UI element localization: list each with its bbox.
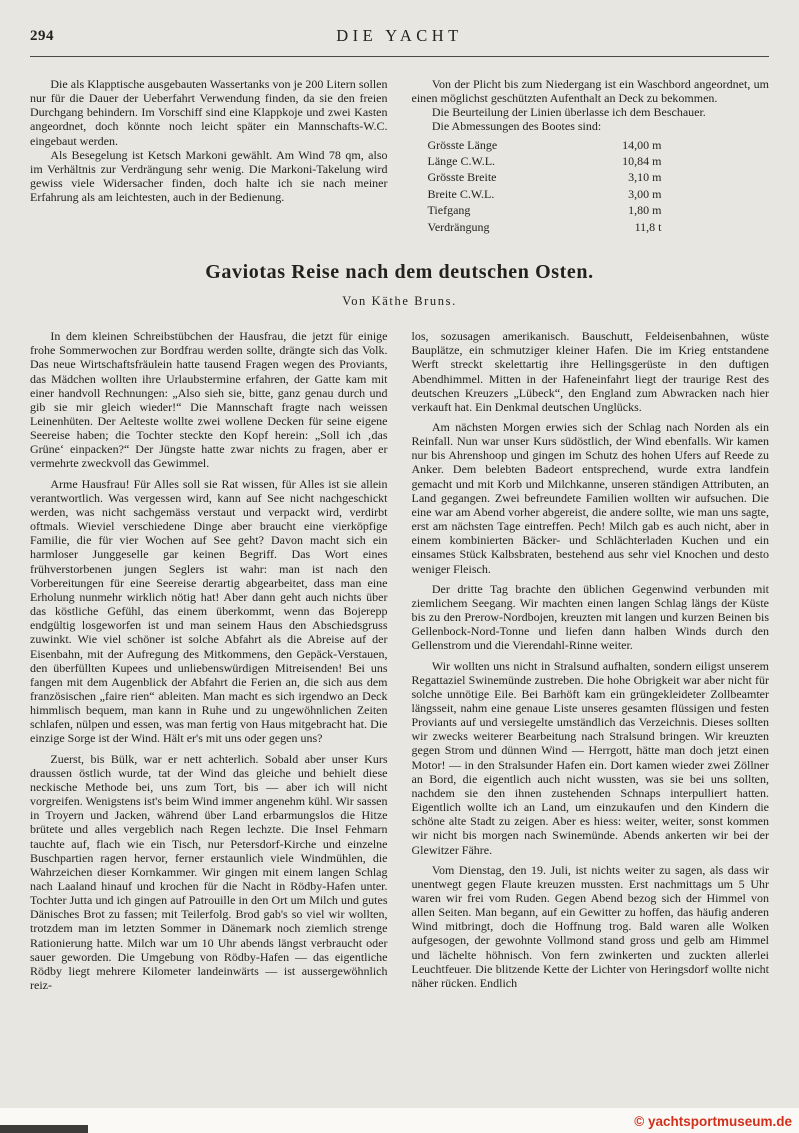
- paragraph: Die Beurteilung der Linien überlasse ich dem Beschauer.: [431, 105, 706, 120]
- paragraph: Zuerst, bis Bülk, war er nett achterlich. Sobald aber unser Kurs draussen östlich wurde, tat der Wind das gleiche und behielt diese neckische Methode bei, uns zum Tort, bis — aber ich will nicht vorgreifen. Wenigstens ist's beim Wind immer angenehm kühl. Wir sassen in Troyern und Jacken, während über Land erbarmungslos die Hitze brütete und alles vergeblich nach Regen lechzte. Die Insel Fehmarn tauchte auf, flach wie ein Tisch, nur Petersdorf-Kirche und einzelne Buschpartien ragen hervor, ferner erstaunlich viele Windmühlen, die Wahrzeichen dieser Kornkammer. Wir gingen mit einem langen Schlag nach Laaland hinauf und krochen für die Nacht in Rödby-Hafen unter. Tochter Jutta und ich gingen auf Patrouille in den Ort um Milch und gutes Dänisches Brot zu fassen; mit Teilerfolg. Brod gab's so viel wir wollten, trotzdem man im letzten Sommer in Dänemark noch ziemlich strenge Rationierung hatte. Milch war um 10 Uhr abends längst verbraucht oder sauer geworden. Die Umgebung von Rödby-Hafen — das eigentliche Rödby liegt mehrere Kilometer landeinwärts — ist aussergewöhnlich reiz-: [30, 751, 388, 993]
- dimension-value: 10,84 m: [622, 154, 662, 169]
- article-title: Gaviotas Reise nach dem deutschen Osten.: [205, 261, 594, 284]
- paragraph: Vom Dienstag, den 19. Juli, ist nichts weiter zu sagen, als dass wir unentwegt gegen Flaute kreuzen mussten. Erst nachmittags um 5 Uhr waren wir frei vom Ruden. Gegen Abend bezog sich der Himmel von allen Seiten. Man begann, auf ein Gewitter zu hoffen, das häufig anderen Wind mitbringt, doch die Hoffnung trog. Bald waren alle Wolken aufgesogen, der gewohnte Vollmond stand gross und gelb am Himmel und lächelte höhnisch. Von fern zwinkerten und zuckten allerlei Leuchtfeuer. Die blitzende Kette der Lichter von Heringsdorf wollte nicht näher rücken. Endlich: [411, 862, 769, 990]
- table-row: [428, 169, 662, 185]
- table-row: [428, 186, 662, 202]
- paragraph: Von der Plicht bis zum Niedergang ist ein Waschbord angeordnet, um einen möglichst geschützten Aufenthalt an Deck zu bekommen.: [411, 77, 769, 106]
- dimension-value: 3,10 m: [628, 170, 662, 185]
- article-header: [30, 261, 769, 309]
- dimension-label: Tiefgang: [427, 203, 471, 218]
- intro-left-column: [30, 77, 388, 235]
- table-row: [428, 153, 662, 169]
- dimension-value: 11,8 t: [634, 219, 662, 234]
- table-row: [428, 219, 662, 235]
- paragraph: los, sozusagen amerikanisch. Bauschutt, Feldeisenbahnen, wüste Bauplätze, ein schmutziger kleiner Hafen. Die im Krieg entstandene Werft streckt skelettartig ihre Hellingsgerüste in den duftigen Abendhimmel. Mitten in der Hafeneinfahrt liegt der traurige Rest des deutschen Kreuzers „Lübeck“, den England zum Abwracken nach hier verkauft hat. Ein Denkmal deutschen Unglücks.: [411, 329, 769, 414]
- dimension-value: 14,00 m: [622, 137, 662, 152]
- article-right-column: [412, 329, 770, 992]
- dimension-value: 1,80 m: [628, 203, 662, 218]
- dimension-label: Verdrängung: [427, 219, 490, 234]
- header-rule: [30, 56, 769, 57]
- page-number: 294: [30, 28, 54, 44]
- article-left-column: [30, 329, 388, 992]
- dimensions-heading: Die Abmessungen des Bootes sind:: [431, 119, 602, 134]
- journal-title: DIE YACHT: [336, 26, 463, 45]
- dimensions-table: [428, 137, 662, 235]
- dimension-value: 3,00 m: [628, 186, 662, 201]
- intro-section: [30, 77, 769, 235]
- article-byline: Von Käthe Bruns.: [342, 294, 457, 309]
- article-body: [30, 329, 769, 992]
- paragraph: In dem kleinen Schreibstübchen der Hausfrau, die jetzt für einige frohe Sommerwochen zur Bordfrau werden sollte, drängte sich das Volk. Das neue Wirtschaftsfräulein hatte tausend Fragen wegen des Proviants, das Mädchen wollten ihre Urlaubstermine erfahren, der Gatte kam mit einer handvoll Rechnungen: „Also sieh sie, bitte, ganz genau durch und gib sie mir gleich wieder!“ Die Mannschaft fragte nach weissen Leinenhüten. Der Aelteste wollte zwei wollene Decken für seine eigene Seereise haben; die Tochter steckte den Kopf herein: „Soll ich ‚das Grüne‘ einpacken?“ Der Jüngste hatte zwar nichts zu fragen, aber er vermehrte zweckvoll das Gewimmel.: [30, 329, 388, 471]
- paragraph: Die als Klapptische ausgebauten Wassertanks von je 200 Litern sollen nur für die Dauer der Ueberfahrt Verwendung finden, da sie den freien Durchgang behindern. Im Vorschiff sind eine Klappkoje und zwei Kasten angeordnet, doch könnte noch leicht später ein Mannschafts-W.C. eingebaut werden.: [30, 77, 388, 148]
- intro-right-column: [412, 77, 770, 235]
- dimension-label: Grösste Länge: [427, 137, 498, 152]
- paragraph: Wir wollten uns nicht in Stralsund aufhalten, sondern eiligst unserem Regattaziel Swinemünde zustreben. Die hohe Obrigkeit war aber nicht für solche unnötige Eile. Bei Barhöft kam ein grüngekleideter Zollbeamter längsseit, nahm eine genaue Liste unseres gesamten flüssigen und festen Proviants auf und versiegelte umständlich das Verzeichnis. Dieses sollten wir zwecks weiterer Bearbeitung nach Stralsund bringen. Wir kreuzten gegen Strom und dünnen Wind — Herrgott, hätte man doch jetzt einen Motor! — in den Stralsunder Hafen ein. Dort kamen wieder zwei Zöllner an Bord, die eigentlich auch nicht wussten, was sie bei uns sollten, nachdem sie den ihnen zustehenden Schnaps interpulliert hatten. Eigentlich wollte ich an Land, um einzukaufen und den Kindern die schöne alte Stadt zu zeigen. Aber es hiess: weiter, weiter, sonst kommen wir nicht bis morgen nach Swinemünde. Abends ankerten wir bei der Glewitzer Fähre.: [411, 658, 769, 857]
- scan-artifact: [0, 1125, 88, 1133]
- table-row: [428, 137, 662, 153]
- dimension-label: Grösste Breite: [427, 170, 497, 185]
- paragraph: Arme Hausfrau! Für Alles soll sie Rat wissen, für Alles ist sie allein verantwortlich. Was vergessen wird, kann auf See nicht nachgeschickt werden, was nicht sachgemäss verstaut und verpackt wird, verdirbt oftmals. Wieviel verschiedene Dinge aber braucht eine vierköpfige Familie, die für vier Wochen auf See geht? Davon macht sich ein harmloser Junggeselle gar keinen Begriff. Das Wort eines frühverstorbenen jungen Seglers ist wahr: man ist nach den Vorbereitungen für eine Seereise derartig abgearbeitet, dass man eine Erholung nunmehr wirklich nötig hat! Aber dann geht auch nichts über das köstliche Gefühl, das einem überkommt, wenn das Bojerepp endgültig losgeworfen ist und man seinem Haus den Abschiedsgruss zuwinkt. Wie viel schöner ist solche Abfahrt als die Abreise auf der Eisenbahn, mit der Aufregung des Mitkommens, den Gepäck-Verstauen, den überfüllten Kupees und unliebenswürdigen Mitreisenden! Bei uns fangen mit dem Augenblick der Abfahrt die Ferien an, die sich aus dem französischen „faire rien“ ableiten. Man macht es sich irgendwo an Deck himmlisch bequem, man kann in Ruhe und zu ungewöhnlichen Zeiten schlafen, nülpen und essen, was man fertig von Haus mitgebracht hat. Die einzige Sorge ist der Wind. Hält er's mit uns oder gegen uns?: [30, 476, 388, 746]
- paragraph: Der dritte Tag brachte den üblichen Gegenwind verbunden mit ziemlichem Seegang. Wir machten einen langen Schlag längs der Küste bis zu den Prerow-Nordbojen, kreuzten mit langen und kurzen Beinen bis Gellenbock-Nord-Tonne und liefen dann halben Winds durch den Gellenstrom und die Vierendahl-Rinne weiter.: [411, 581, 769, 653]
- dimension-label: Breite C.W.L.: [427, 186, 495, 201]
- watermark-strip: [0, 1108, 799, 1133]
- table-row: [428, 202, 662, 218]
- paragraph: Als Besegelung ist Ketsch Markoni gewählt. Am Wind 78 qm, also im Verhältnis zur Verdrängung sehr wenig. Die Markoni-Takelung wird gewiss viele Widersacher finden, doch halte ich sie nach meiner Erfahrung als am leichtesten, auch in der Bedienung.: [30, 147, 388, 205]
- page-header: [30, 26, 769, 48]
- paragraph: Am nächsten Morgen erwies sich der Schlag nach Norden als ein Reinfall. Nun war unser Kurs südöstlich, der Wind ebenfalls. Wir kamen nur bis Ahrenshoop und gingen im Schutz des hohen Ufers auf Reede zu Anker. Dem belebten Badeort entsprechend, wurde extra landfein gemacht und mit Korb und Milchkanne, unseren ständigen Attributen, an Land gegangen. Zwei befreundete Familien wollten wir aufsuchen. Die eine war am Abend vorher abgereist, die andere sollte, wie man uns sagte, erst am nächsten Tage eintreffen. Pech! Milch gab es auch nicht, aber in einem kombinierten Bäcker- und Schlächterladen Kuchen und ein einsames Stück Kalbsbraten, bestehend aus sehr viel Knochen und desto weniger Fleisch.: [411, 420, 769, 576]
- dimension-label: Länge C.W.L.: [427, 154, 496, 169]
- watermark-text: © yachtsportmuseum.de: [634, 1114, 792, 1129]
